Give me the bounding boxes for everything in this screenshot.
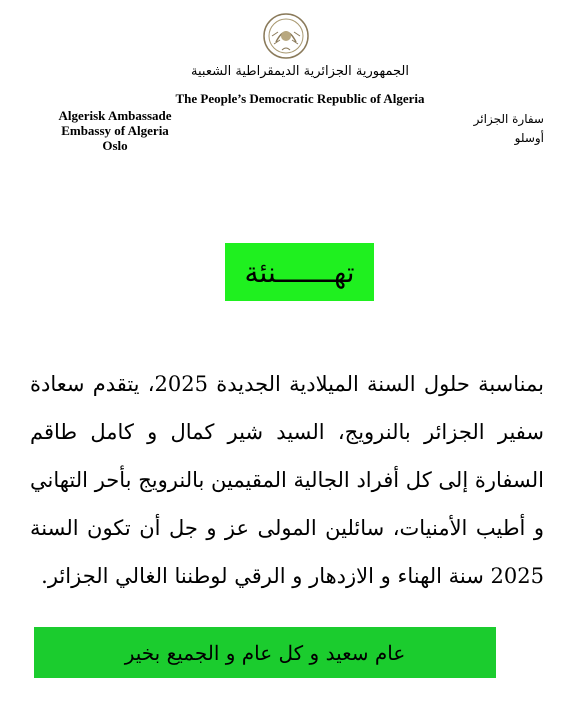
embassy-name-arabic	[474, 110, 544, 148]
embassy-line-english: Embassy of Algeria	[61, 123, 169, 138]
congratulations-title: تهـــــــنئة	[244, 255, 355, 289]
embassy-line-city: Oslo	[102, 138, 128, 153]
republic-title-english: The People’s Democratic Republic of Algeria	[175, 91, 425, 106]
greeting-message: بمناسبة حلول السنة الميلادية الجديدة 2025، يتقدم سعادة سفير الجزائر بالنرويج، السيد شير كمال و كامل طاقم السفارة إلى كل أفراد الجالية المقيمين بالنرويج بأحر التهاني و أطيب الأمنيات، سائلين المولى عز و جل أن تكون السنة 2025 سنة الهناء و الازدهار و الرقي لوطننا الغالي الجزائر.	[30, 372, 544, 588]
embassy-ar-line-2: أوسلو	[514, 131, 544, 145]
republic-title-arabic: الجمهورية الجزائرية الديمقراطية الشعبية	[191, 64, 409, 79]
embassy-line-norwegian: Algerisk Ambassade	[58, 108, 172, 123]
new-year-wish-text: عام سعيد و كل عام و الجميع بخير	[124, 640, 406, 665]
embassy-ar-line-1: سفارة الجزائر	[473, 112, 544, 126]
congratulations-banner	[225, 243, 374, 301]
new-year-wish-banner	[34, 627, 496, 678]
algeria-emblem-icon	[262, 12, 310, 60]
embassy-name-english	[40, 108, 190, 153]
